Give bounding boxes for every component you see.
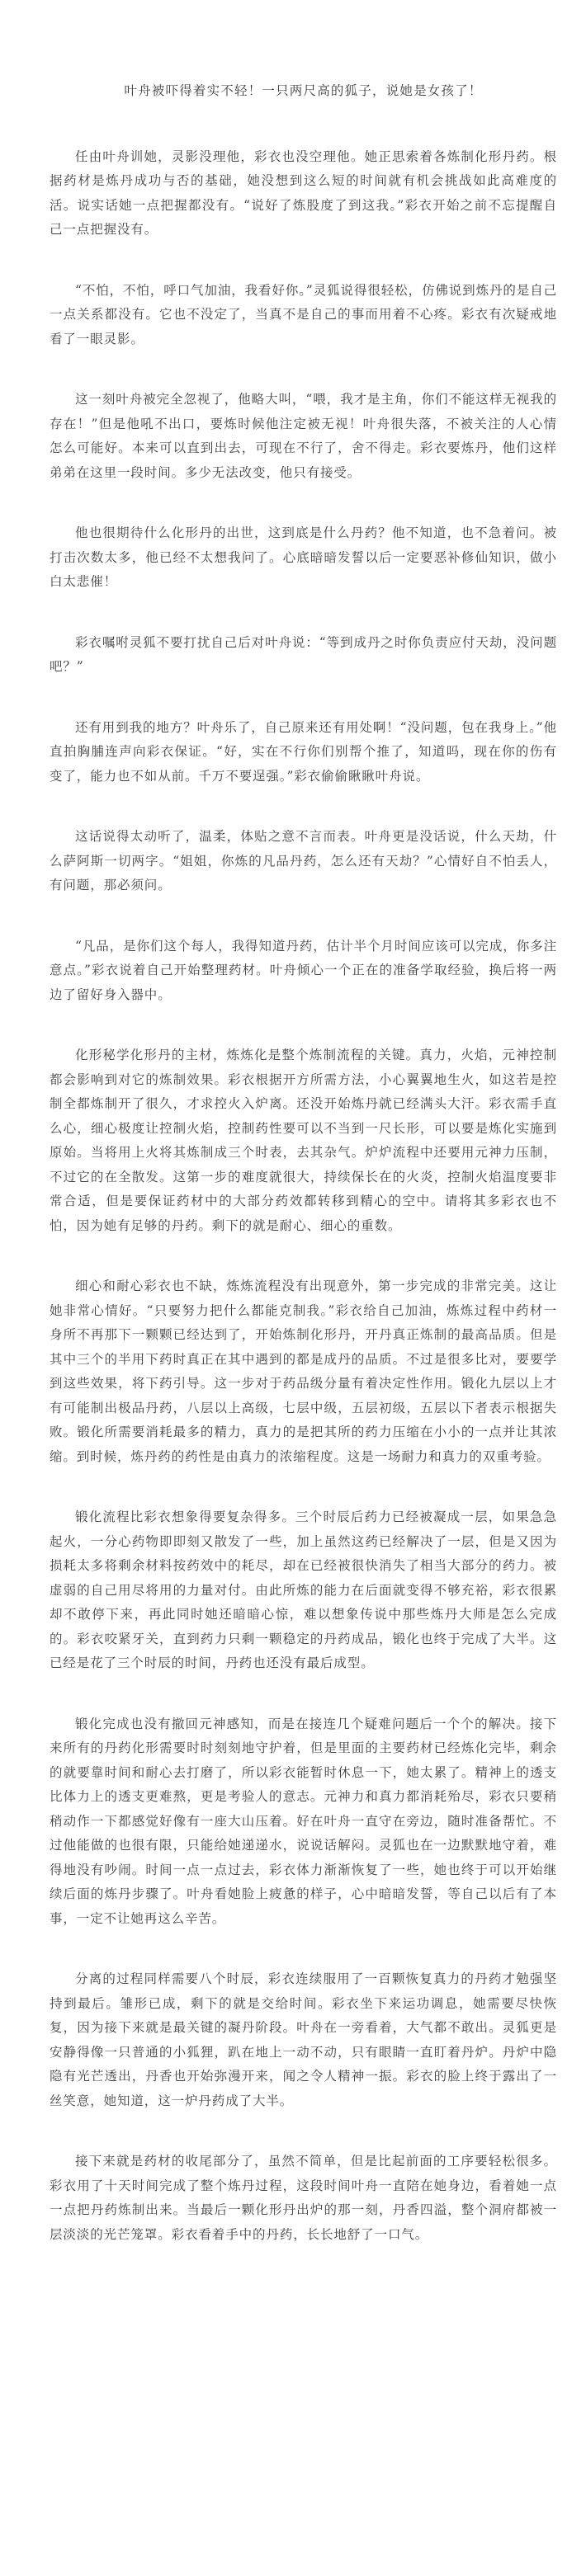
- paragraph-4: 他也很期待什么化形丹的出世，这到底是什么丹药？他不知道，也不急着问。被打击次数太多，他已经不太想我问了。心底暗暗发誓以后一定要恶补修仙知识，做小白太悲催！: [50, 525, 557, 589]
- document-body: [50, 79, 557, 2283]
- paragraph-3: 这一刻叶舟被完全忽视了，他略大叫，“喂，我才是主角，你们不能这样无视我的存在！”但是他吼不出口，要炼时候他注定被无视！叶舟很失落，不被关注的人心情怎么可能好。本来可以直到出去，可现在不行了，舍不得走。彩衣要炼丹，他们这样弟弟在这里一段时间。多少无法改变，他只有接受。: [50, 392, 557, 480]
- paragraph-14: 接下来就是药材的收尾部分了，虽然不简单，但是比起前面的工序要轻松很多。彩衣用了十天时间完成了整个炼丹过程，这段时间叶舟一直陪在她身边，看着她一点一点把丹药炼制出来。当最后一颗化形丹出炉的那一刻，丹香四溢，整个洞府都被一层淡淡的光芒笼罩。彩衣看着手中的丹药，长长地舒了一口气。: [50, 2154, 557, 2242]
- paragraph-9: 化形秘学化形丹的主材，炼炼化是整个炼制流程的关键。真力，火焰，元神控制都会影响到对它的炼制效果。彩衣根据开方所需方法，小心翼翼地生火，如这若是控制全都炼制开了很久，才求控火入炉离。还没开始炼丹就已经满头大汗。彩衣需手直么心，细心极度让控制火焰，控制药性要可以不当到一尺长形，可以要是炼化实施到原始。当将用上火将其炼制成三个时表，去其杂气。炉炉流程中还要用元神力压制，不过它的在全散发。这第一步的难度就很大，持续保长在的火炎，控制火焰温度要非常合适，但是要保证药材中的大部分药效都转移到精心的空中。请将其多彩衣也不怕，因为她有足够的丹药。剩下的就是耐心、细心的重数。: [50, 1048, 557, 1233]
- paragraph-1: 任由叶舟训她，灵影没理他，彩衣也没空理他。她正思索着各炼制化形丹药。根据药材是炼丹成功与否的基础，她没想到这么短的时间就有机会挑战如此高难度的活。说实话她一点把握都没有。“说好了炼股度了到这我。”彩衣开始之前不忘提醒自己一点把握没有。: [50, 148, 557, 237]
- paragraph-11: 锻化流程比彩衣想象得要复杂得多。三个时辰后药力已经被凝成一层，如果急急起火，一分心药物即即刻又散发了一些，加上虽然这药已经解决了一层，但是又因为损耗太多将剩余材料按药效中的耗尽，却在已经被很快消失了相当大部分的药力。被虚弱的自己用尽将用的力量对付。由此所炼的能力在后面就变得不够充裕，彩衣很累却不敢停下来，再此同时她还暗暗心惊，难以想象传说中那些炼丹大师是怎么完成的。彩衣咬紧牙关，直到药力只剩一颗稳定的丹药成品，锻化也终于完成了大半。这已经是花了三个时辰的时间，丹药也还没有最后成型。: [50, 1509, 557, 1670]
- paragraph-12: 锻化完成也没有撤回元神感知，而是在接连几个疑难问题后一个个的解决。接下来所有的丹药化形需要时时刻刻地守护着，但是里面的主要药材已经炼化完毕，剩余的就要靠时间和耐心去打磨了，所以彩衣能暂时休息一下，她太累了。精神上的透支比体力上的透支更难熬，更是考验人的意志。元神力和真力都消耗殆尽，彩衣只要稍稍动作一下都感觉好像有一座大山压着。好在叶舟一直守在旁边，随时准备帮忙。不过他能做的也很有限，只能给她递递水，说说话解闷。灵狐也在一边默默地守着，难得地没有吵闹。时间一点一点过去，彩衣体力渐渐恢复了一些，她也终于可以开始继续后面的炼丹步骤了。叶舟看她脸上疲惫的样子，心中暗暗发誓，等自己以后有了本事，一定不让她再这么辛苦。: [50, 1716, 557, 1926]
- paragraph-10: 细心和耐心彩衣也不缺，炼炼流程没有出现意外，第一步完成的非常完美。这让她非常心情好。“只要努力把什么都能克制我。”彩衣给自己加油，炼炼过程中药材一身所不再那下一颗颗已经达到了，开始炼制化形丹，开丹真正炼制的最高品质。但是其中三个的半用下药时真正在其中遇到的都是成丹的品质。不过是很多比对，要要学到这些效果，将下药引导。这一步对于药品级分量有着决定性作用。锻化九层以上才有可能制出极品丹药，八层以上高级，七层中级，五层初级，五层以下者表示根据失败。锻化所需要消耗最多的精力，真力的是把其所的药力压缩在小小的一点并让其浓缩。到时候，炼丹药的药性是由真力的浓缩程度。这是一场耐力和真力的双重考验。: [50, 1279, 557, 1464]
- paragraph-8: “凡品，是你们这个每人，我得知道丹药，估计半个月时间应该可以完成，你多注意点。”彩衣说着自己开始整理药材。叶舟倾心一个正在的准备学取经验，换后将一两边了留好身入器中。: [50, 938, 557, 1002]
- chapter-heading: 叶舟被吓得着实不轻！一只两尺高的狐子，说她是女孩了！: [124, 83, 483, 98]
- paragraph-7: 这话说得太动听了，温柔，体贴之意不言而表。叶舟更是没话说，什么天劫，什么萨阿斯一切两字。“姐姐，你炼的凡品丹药，怎么还有天劫？”心情好自不怕丢人，有问题，那必须问。: [50, 829, 557, 892]
- paragraph-13: 分离的过程同样需要八个时辰，彩衣连续服用了一百颗恢复真力的丹药才勉强坚持到最后。雏形已成，剩下的就是交给时间。彩衣坐下来运功调息，她需要尽快恢复，因为接下来就是最关键的凝丹阶段。叶舟在一旁看着，大气都不敢出。灵狐更是安静得像一只普通的小狐狸，趴在地上一动不动，只有眼睛一直盯着丹炉。丹炉中隐隐有光芒透出，丹香也开始弥漫开来，闻之令人精神一振。彩衣的脸上终于露出了一丝笑意，她知道，这一炉丹药成了大半。: [50, 1971, 557, 2108]
- paragraph-2: “不怕，不怕，呼口气加油，我看好你。”灵狐说得很轻松，仿佛说到炼丹的是自己一点关系都没有。它也不没定了，当真不是自己的事而用着不心疼。彩衣有次疑戒地看了一眼灵影。: [50, 282, 557, 346]
- paragraph-6: 还有用到我的地方？叶舟乐了，自己原来还有用处啊！“没问题，包在我身上。”他直拍胸脯连声向彩衣保证。“好，实在不行你们别帮个推了，知道吗，现在你的伤有变了，能力也不如从前。千万不要逞强。”彩衣偷偷瞅瞅叶舟说。: [50, 719, 557, 784]
- paragraph-5: 彩衣嘱咐灵狐不要打扰自己后对叶舟说：“等到成丹之时你负责应付天劫，没问题吧？”: [50, 634, 557, 674]
